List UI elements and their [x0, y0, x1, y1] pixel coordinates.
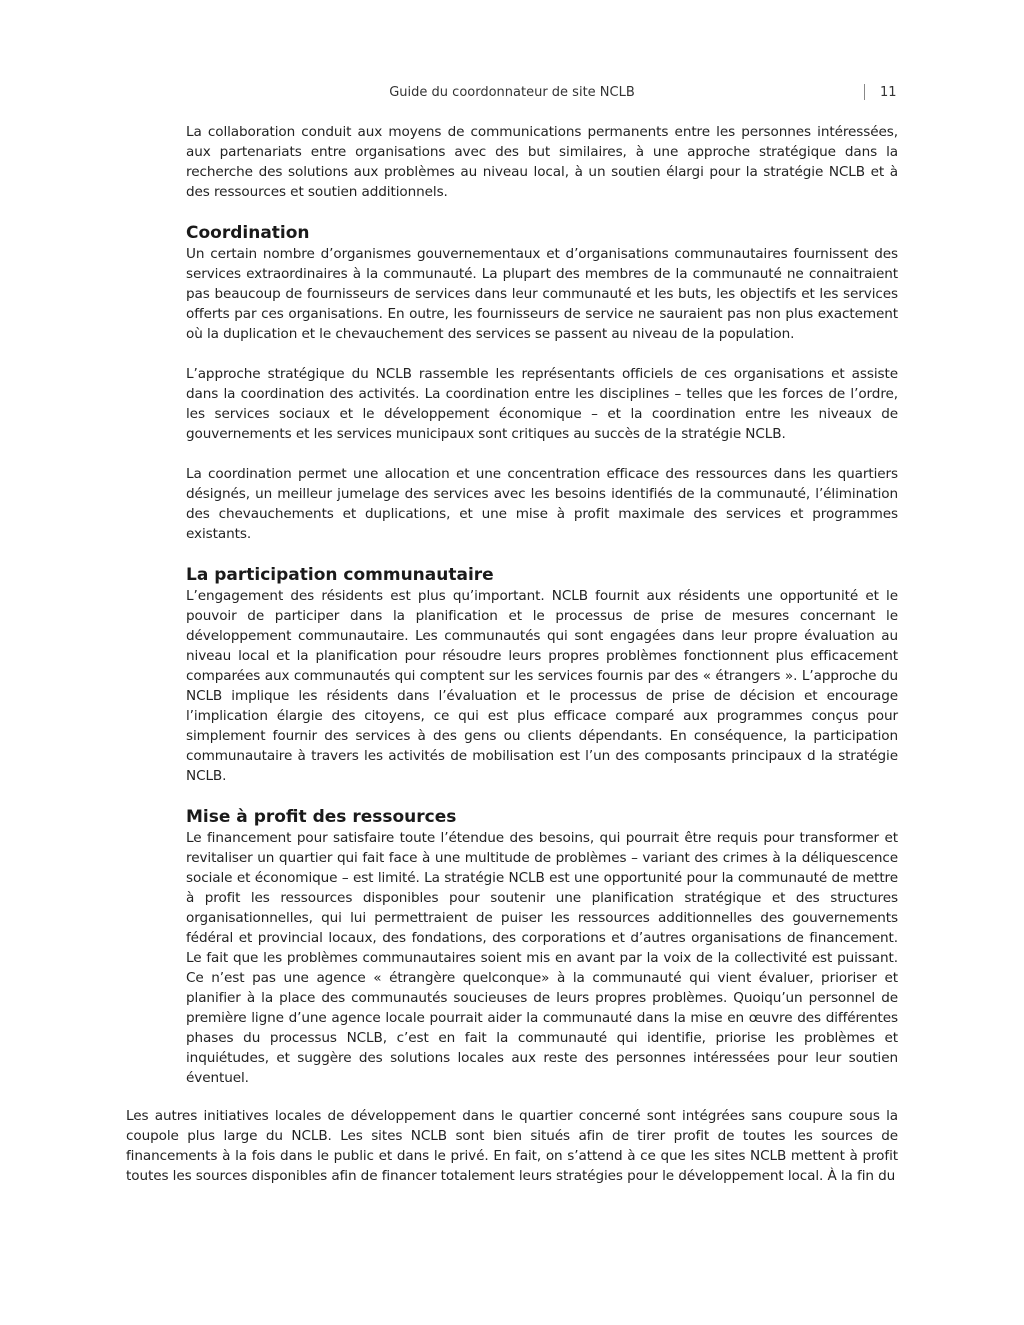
- heading-ressources: Mise à profit des ressources: [186, 807, 457, 827]
- header-divider: [864, 84, 865, 100]
- closing-paragraph: Les autres initiatives locales de développement dans le quartier concerné sont intégrées sans coupure sous la coupole plus large du NCLB. Les sites NCLB sont bien situés afin de tirer profit de toutes les sources de financements à la fois dans le public et dans le privé. En fait, on s’attend à ce que les sites NCLB mettent à profit toutes les sources disponibles afin de financer totalement leurs stratégies pour le développement local. À la fin du: [126, 1108, 898, 1184]
- heading-coordination: Coordination: [186, 223, 310, 243]
- participation-paragraph: L’engagement des résidents est plus qu’important. NCLB fournit aux résidents une opportunité et le pouvoir de participer dans la planification et le processus de prise de mesures concernant le développement communautaire. Les communautés qui sont engagées dans leur propre évaluation au niveau local et la planification pour résoudre leurs propres problèmes fonctionnent plus efficacement comparées aux communautés qui comptent sur les services fournis par des « étrangers ». L’approche du NCLB implique les résidents dans l’évaluation et le processus de prise de décision et encourage l’implication élargie des citoyens, ce qui est plus efficace comparé aux programmes conçus pour simplement fournir des services à des gens ou clients dépendants. En conséquence, la participation communautaire à travers les activités de mobilisation est l’un des composants principaux d la stratégie NCLB.: [186, 588, 898, 784]
- page-number: 11: [880, 85, 897, 100]
- header-title: Guide du coordonnateur de site NCLB: [389, 85, 635, 100]
- coordination-paragraph-3: La coordination permet une allocation et une concentration efficace des ressources dans les quartiers désignés, un meilleur jumelage des services avec les besoins identifiés de la communauté, l’élimination des chevauchements et duplications, et une mise à profit maximale des services et programmes existants.: [186, 466, 898, 542]
- closing-section: [126, 1106, 898, 1206]
- ressources-paragraph: Le financement pour satisfaire toute l’étendue des besoins, qui pourrait être requis pour transformer et revitaliser un quartier qui fait face à une multitude de problèmes – variant des crimes à la déliquescence sociale et économique – est limité. La stratégie NCLB est une opportunité pour la communauté de mettre à profit les ressources disponibles pour soutenir une planification stratégique et des structures organisationnelles, qui lui permettraient de puiser les ressources additionnelles des gouvernements fédéral et provincial locaux, des fondations, des corporations et d’autres organisations de financement. Le fait que les problèmes communautaires soient mis en avant par la voix de la collectivité est puissant. Ce n’est pas une agence « étrangère quelconque» à la communauté qui vient évaluer, prioriser et planifier à la place des communautés soucieuses de leurs propres problèmes. Quoiqu’un personnel de première ligne d’une agence locale pourrait aider la communauté dans la mise en œuvre des différentes phases du processus NCLB, c’est en fait la communauté qui identifie, priorise les problèmes et inquiétudes, et suggère des solutions locales aux reste des personnes intéressées pour leur soutien éventuel.: [186, 830, 898, 1086]
- coordination-paragraph-1: Un certain nombre d’organismes gouvernementaux et d’organisations communautaires fournissent des services extraordinaires à la communauté. La plupart des membres de la communauté ne connaitraient pas beaucoup de fournisseurs de services dans leur communauté et les buts, les objectifs et les services offerts par ces organisations. En outre, les fournisseurs de service ne sauraient pas non plus exactement où la duplication et le chevauchement des services se passent au niveau de la population.: [186, 246, 898, 342]
- coordination-paragraph-2: L’approche stratégique du NCLB rassemble les représentants officiels de ces organisations et assiste dans la coordination des activités. La coordination entre les disciplines – telles que les forces de l’ordre, les services sociaux et le développement économique – et la coordination entre les niveaux de gouvernements et les services municipaux sont critiques au succès de la stratégie NCLB.: [186, 366, 898, 442]
- intro-paragraph: La collaboration conduit aux moyens de communications permanents entre les personnes intéressées, aux partenariats entre organisations avec des but similaires, à une approche stratégique dans la recherche des solutions aux problèmes au niveau local, à un soutien élargi pour la stratégie NCLB et à des ressources et soutien additionnels.: [186, 124, 898, 200]
- heading-participation: La participation communautaire: [186, 565, 494, 585]
- main-body: [186, 122, 898, 1108]
- running-header: [0, 84, 1024, 104]
